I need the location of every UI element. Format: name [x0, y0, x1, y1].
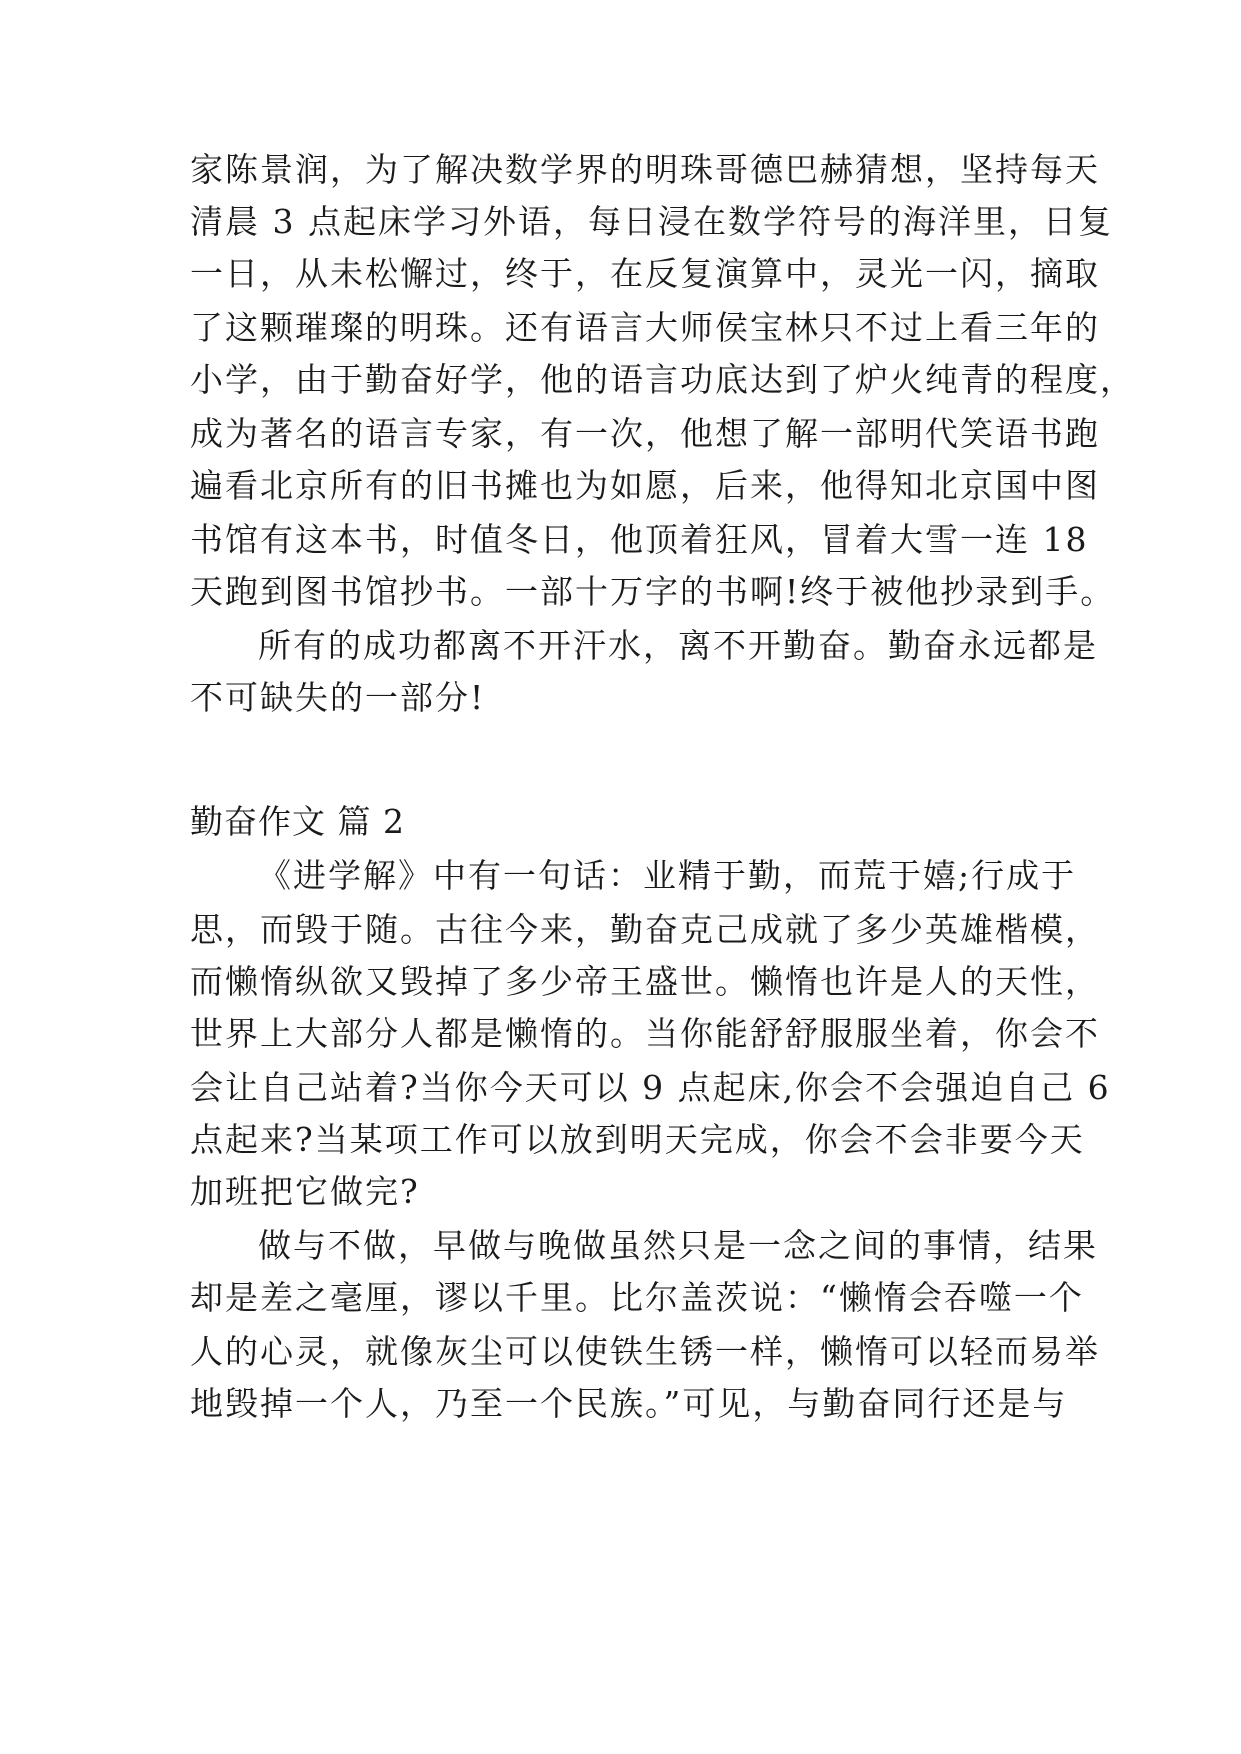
text-line: 世界上大部分人都是懒惰的。当你能舒舒服服坐着，你会不 — [190, 1014, 1100, 1053]
text-line: 天跑到图书馆抄书。一部十万字的书啊!终于被他抄录到手。 — [190, 572, 1116, 611]
text-line: 遍看北京所有的旧书摊也为如愿，后来，他得知北京国中图 — [190, 466, 1100, 505]
text-line: 家陈景润，为了解决数学界的明珠哥德巴赫猜想，坚持每天 — [190, 150, 1100, 189]
text-line: 一日，从未松懈过，终于，在反复演算中，灵光一闪，摘取 — [190, 254, 1100, 293]
section-heading: 勤奋作文 篇 2 — [190, 802, 405, 841]
text-line: 加班把它做完? — [190, 1172, 420, 1211]
text-line: 不可缺失的一部分! — [190, 678, 486, 717]
text-line: 了这颗璀璨的明珠。还有语言大师侯宝林只不过上看三年的 — [190, 308, 1100, 347]
text-line: 却是差之毫厘，谬以千里。比尔盖茨说：“懒惰会吞噬一个 — [190, 1278, 1084, 1317]
text-line: 小学，由于勤奋好学，他的语言功底达到了炉火纯青的程度， — [190, 360, 1135, 399]
text-line: 所有的成功都离不开汗水，离不开勤奋。勤奋永远都是 — [258, 626, 1098, 665]
text-line: 点起来?当某项工作可以放到明天完成，你会不会非要今天 — [190, 1120, 1085, 1159]
text-line: 清晨 3 点起床学习外语，每日浸在数学符号的海洋里，日复 — [190, 202, 1113, 241]
text-line: 做与不做，早做与晚做虽然只是一念之间的事情，结果 — [258, 1226, 1098, 1265]
text-line: 地毁掉一个人，乃至一个民族。”可见，与勤奋同行还是与 — [190, 1384, 1068, 1423]
text-line: 人的心灵，就像灰尘可以使铁生锈一样，懒惰可以轻而易举 — [190, 1332, 1100, 1371]
text-line: 会让自己站着?当你今天可以 9 点起床,你会不会强迫自己 6 — [190, 1068, 1111, 1107]
text-line: 书馆有这本书，时值冬日，他顶着狂风，冒着大雪一连 18 — [190, 520, 1089, 559]
text-line: 成为著名的语言专家，有一次，他想了解一部明代笑语书跑 — [190, 414, 1100, 453]
text-line: 思，而毁于随。古往今来，勤奋克己成就了多少英雄楷模， — [190, 910, 1100, 949]
text-line: 《进学解》中有一句话：业精于勤，而荒于嬉;行成于 — [258, 856, 1077, 895]
text-line: 而懒惰纵欲又毁掉了多少帝王盛世。懒惰也许是人的天性， — [190, 962, 1100, 1001]
